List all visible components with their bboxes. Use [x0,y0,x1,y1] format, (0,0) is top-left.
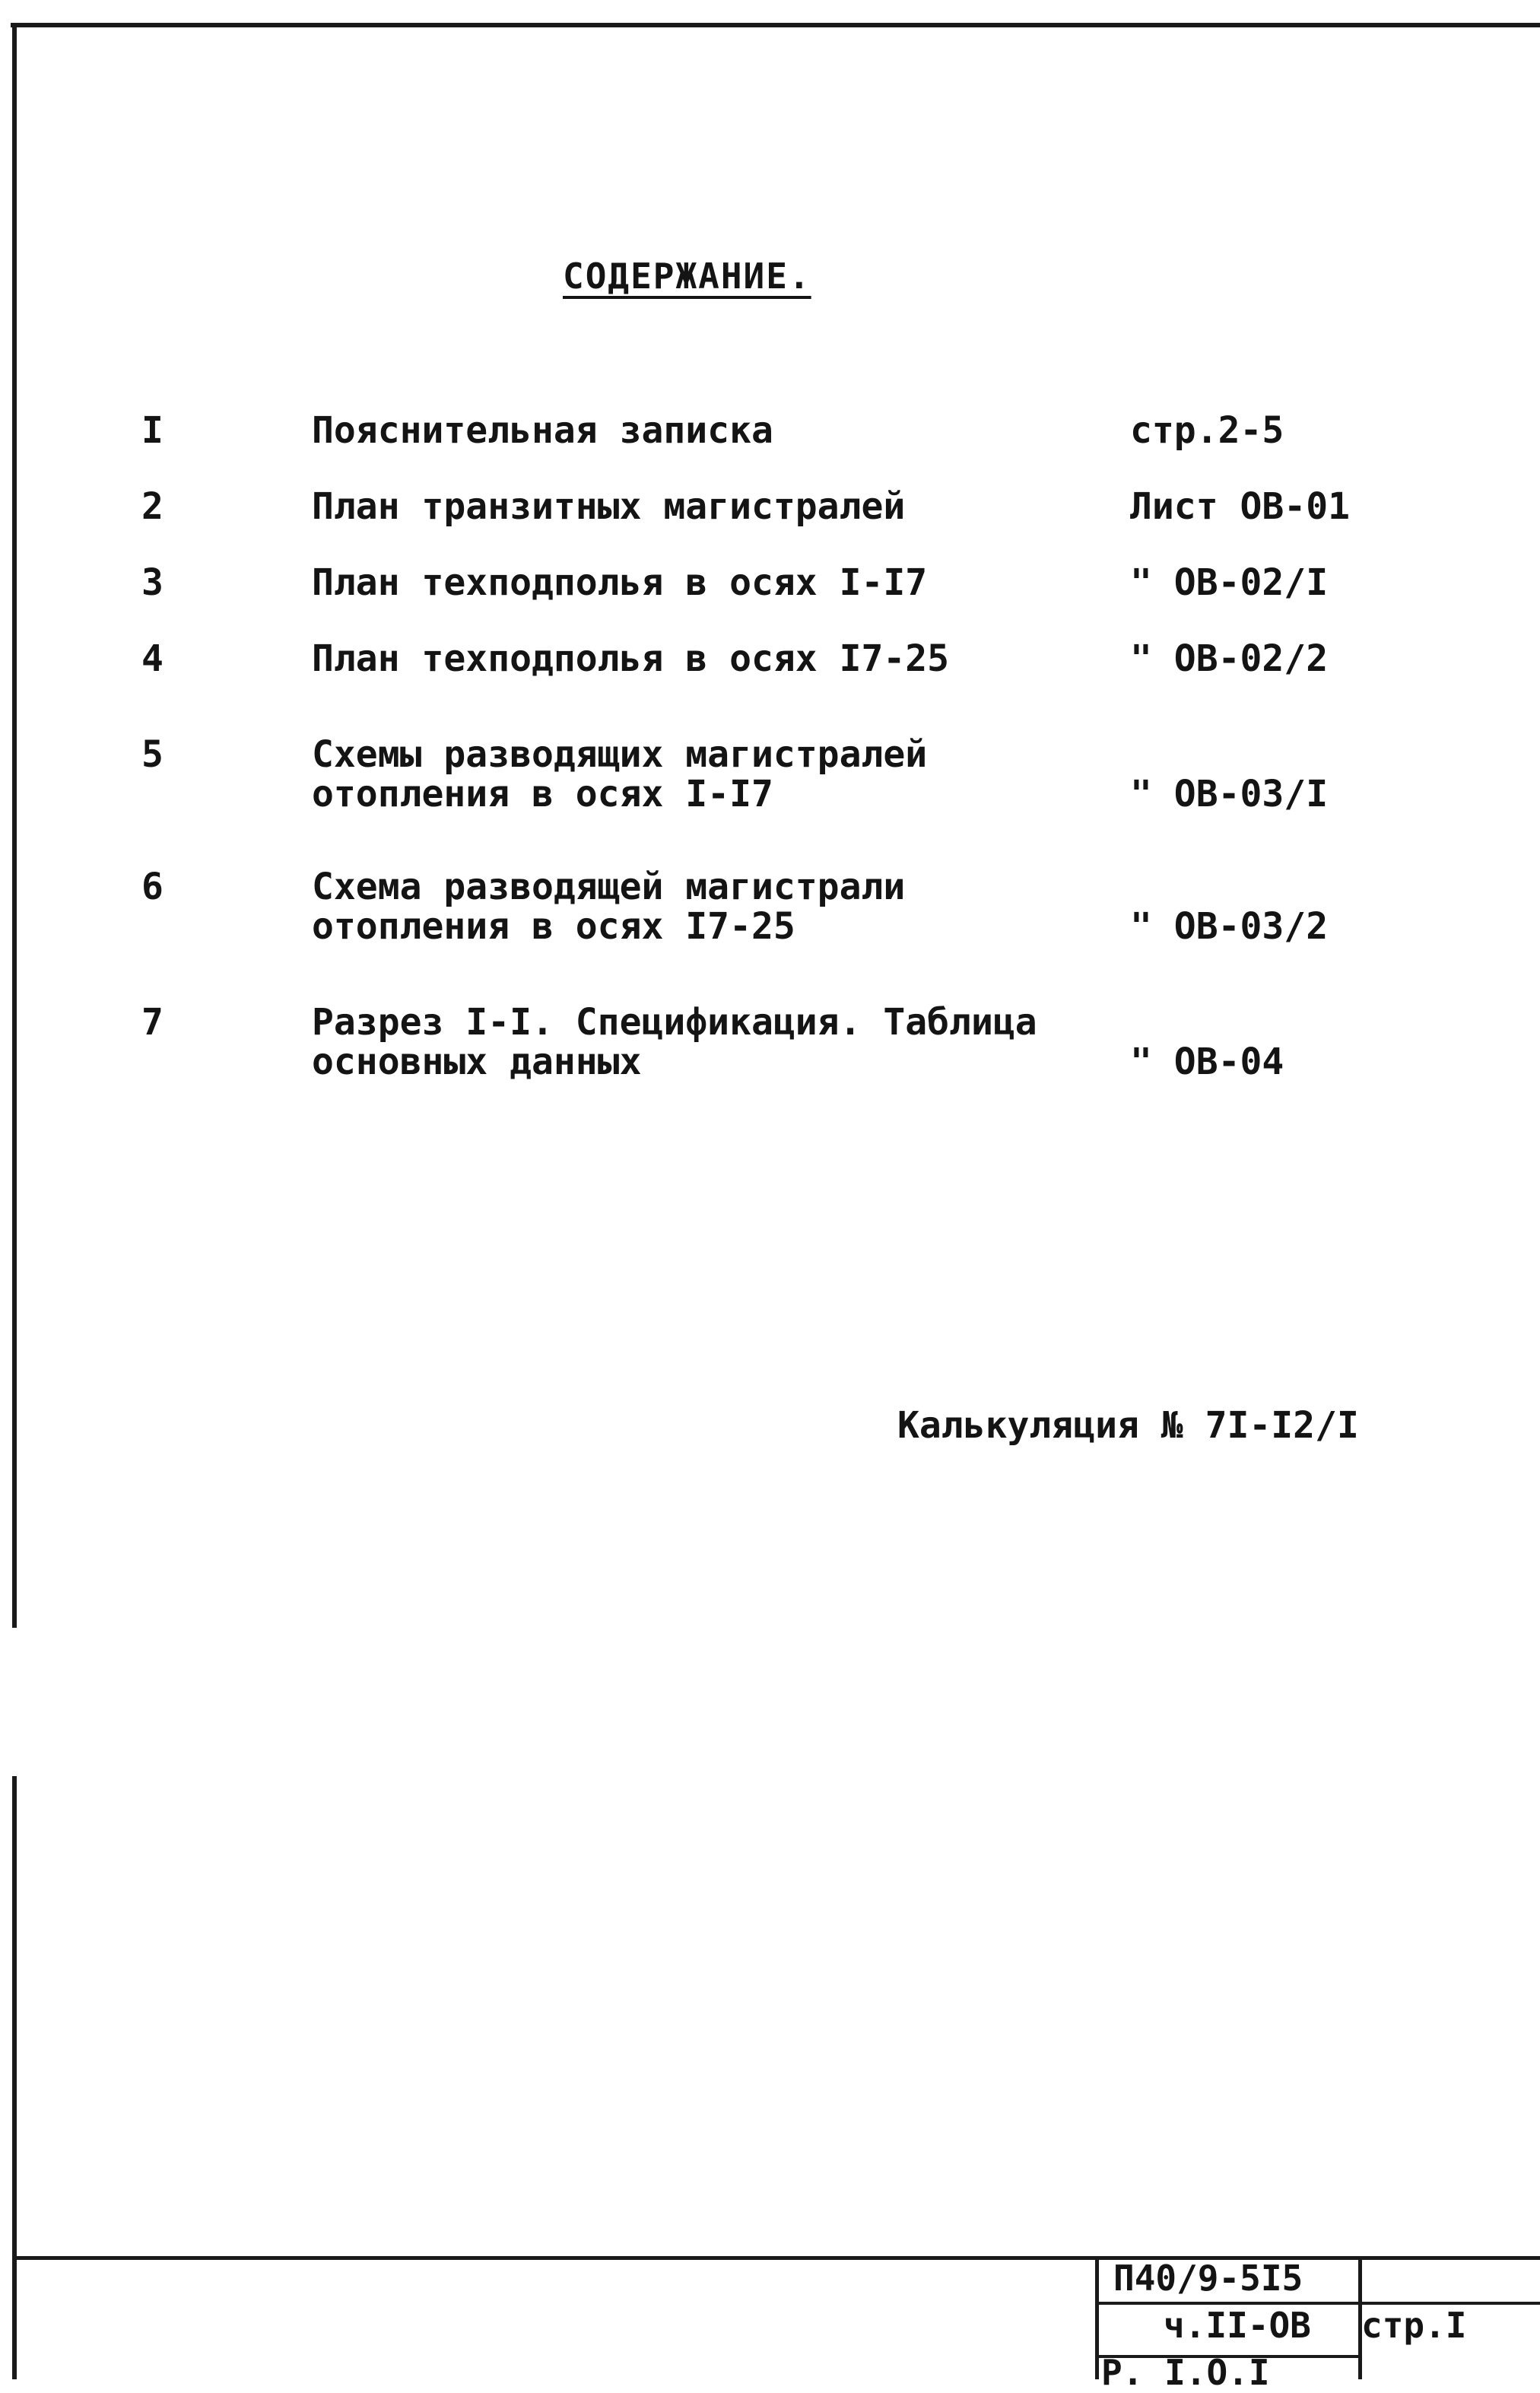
toc-item-ref: Лист ОВ-01 [1130,485,1350,528]
toc-item-title: Разрез I-I. Спецификация. Таблица основных данных [312,1001,1037,1083]
title-block-code: П40/9-5I5 [1113,2258,1303,2299]
document-title: СОДЕРЖАНИЕ. [563,256,811,297]
toc-item-number: 2 [141,485,164,528]
title-block-top-line [12,2256,1540,2260]
toc-item-number: 7 [141,1001,164,1044]
frame-top-border [11,23,1540,27]
toc-item-number: 4 [141,637,164,680]
toc-item-number: I [141,409,164,452]
toc-item-ref: стр.2-5 [1130,409,1284,452]
toc-item-title: План транзитных магистралей [312,485,906,528]
title-block-divider [1095,2256,1099,2379]
toc-item-number: 5 [141,733,164,776]
title-block-sub: Р. I.О.I [1101,2352,1270,2393]
toc-item-ref: " ОВ-02/I [1130,561,1329,604]
title-block-page: стр.I [1361,2305,1467,2346]
frame-left-border-lower [12,1776,17,2379]
title-block-section: ч.II-ОВ [1164,2305,1311,2346]
toc-item-title: Пояснительная записка [312,409,773,452]
toc-item-title: План техподполья в осях I7-25 [312,637,950,680]
toc-item-number: 6 [141,866,164,908]
toc-item-ref: " ОВ-04 [1130,1041,1284,1083]
toc-item-ref: " ОВ-03/I [1130,773,1329,815]
toc-item-ref: " ОВ-02/2 [1130,637,1329,680]
calculation-number: Калькуляция № 7I-I2/I [897,1404,1359,1447]
toc-item-title: Схемы разводящих магистралей отопления в осях I-I7 [312,733,928,815]
toc-item-ref: " ОВ-03/2 [1130,905,1329,948]
toc-item-title: Схема разводящей магистрали отопления в осях I7-25 [312,866,906,948]
frame-left-border [12,23,17,1628]
toc-item-title: План техподполья в осях I-I7 [312,561,928,604]
title-block-row-line [1095,2302,1540,2305]
toc-item-number: 3 [141,561,164,604]
